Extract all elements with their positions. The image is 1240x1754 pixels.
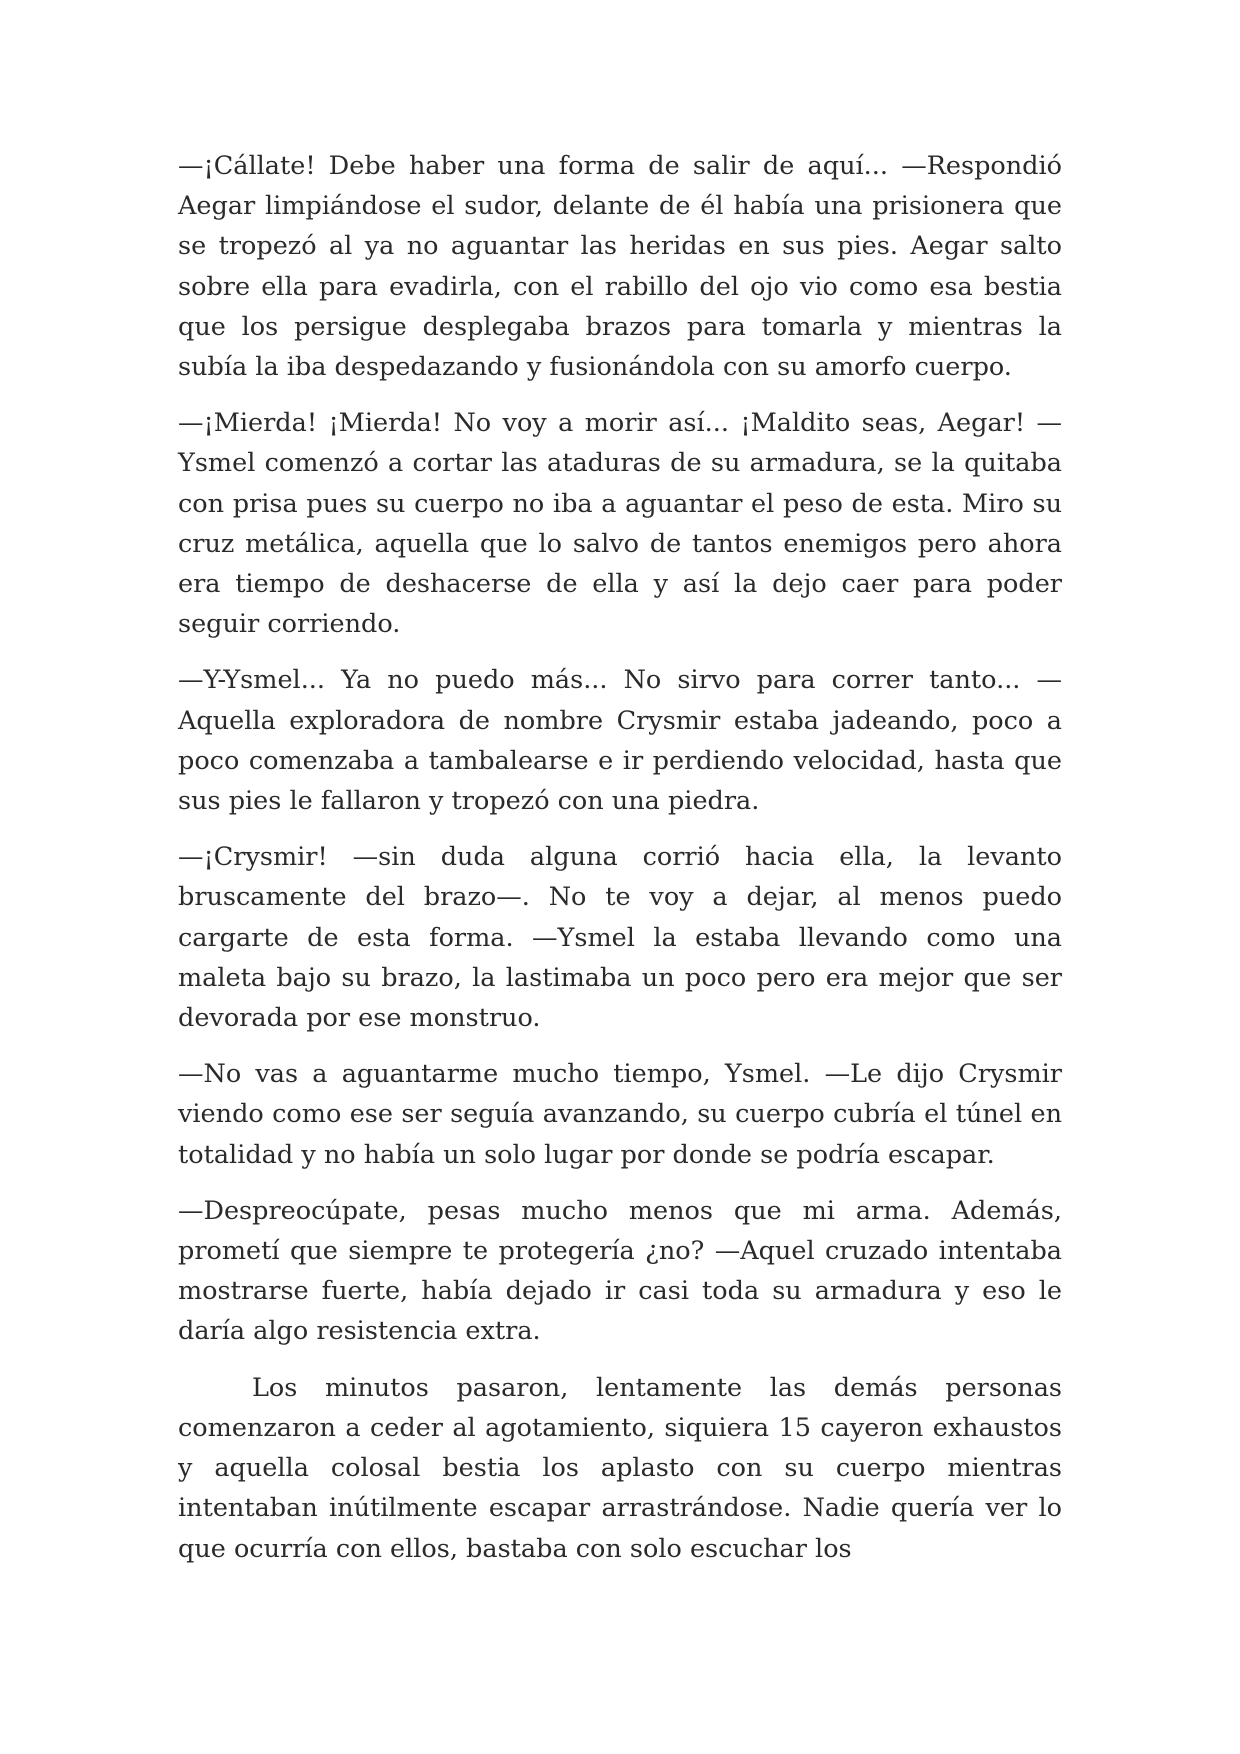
paragraph-2: —¡Mierda! ¡Mierda! No voy a morir así... ¡Maldito seas, Aegar! —Ysmel comenzó a cortar las ataduras de su armadura, se la quitaba con prisa pues su cuerpo no iba a aguantar el peso de esta. Miro su cruz metálica, aquella que lo salvo de tantos enemigos pero ahora era tiempo de deshacerse de ella y así la dejo caer para poder seguir corriendo. bbox=[178, 408, 1062, 640]
paragraph-6: —Despreocúpate, pesas mucho menos que mi arma. Además, prometí que siempre te protegería ¿no? —Aquel cruzado intentaba mostrarse fuerte, había dejado ir casi toda su armadura y eso le daría algo resistencia extra. bbox=[178, 1195, 1062, 1347]
paragraph-4: —¡Crysmir! —sin duda alguna corrió hacia ella, la levanto bruscamente del brazo—. No te voy a dejar, al menos puedo cargarte de esta forma. —Ysmel la estaba llevando como una maleta bajo su brazo, la lastimaba un poco pero era mejor que ser devorada por ese monstruo. bbox=[178, 842, 1062, 1034]
paragraph-1: —¡Cállate! Debe haber una forma de salir de aquí... —Respondió Aegar limpiándose el sudor, delante de él había una prisionera que se tropezó al ya no aguantar las heridas en sus pies. Aegar salto sobre ella para evadirla, con el rabillo del ojo vio como esa bestia que los persigue desplegaba brazos para tomarla y mientras la subía la iba despedazando y fusionándola con su amorfo cuerpo. bbox=[178, 151, 1062, 383]
body-text bbox=[178, 146, 1062, 1585]
paragraph-7: Los minutos pasaron, lentamente las demás personas comenzaron a ceder al agotamiento, siquiera 15 cayeron exhaustos y aquella colosal bestia los aplasto con su cuerpo mientras intentaban inútilmente escapar arrastrándose. Nadie quería ver lo que ocurría con ellos, bastaba con solo escuchar los bbox=[178, 1372, 1062, 1564]
paragraph-5: —No vas a aguantarme mucho tiempo, Ysmel. —Le dijo Crysmir viendo como ese ser seguía avanzando, su cuerpo cubría el túnel en totalidad y no había un solo lugar por donde se podría escapar. bbox=[178, 1059, 1062, 1170]
paragraph-3: —Y-Ysmel... Ya no puedo más... No sirvo para correr tanto... —Aquella exploradora de nombre Crysmir estaba jadeando, poco a poco comenzaba a tambalearse e ir perdiendo velocidad, hasta que sus pies le fallaron y tropezó con una piedra. bbox=[178, 665, 1062, 817]
